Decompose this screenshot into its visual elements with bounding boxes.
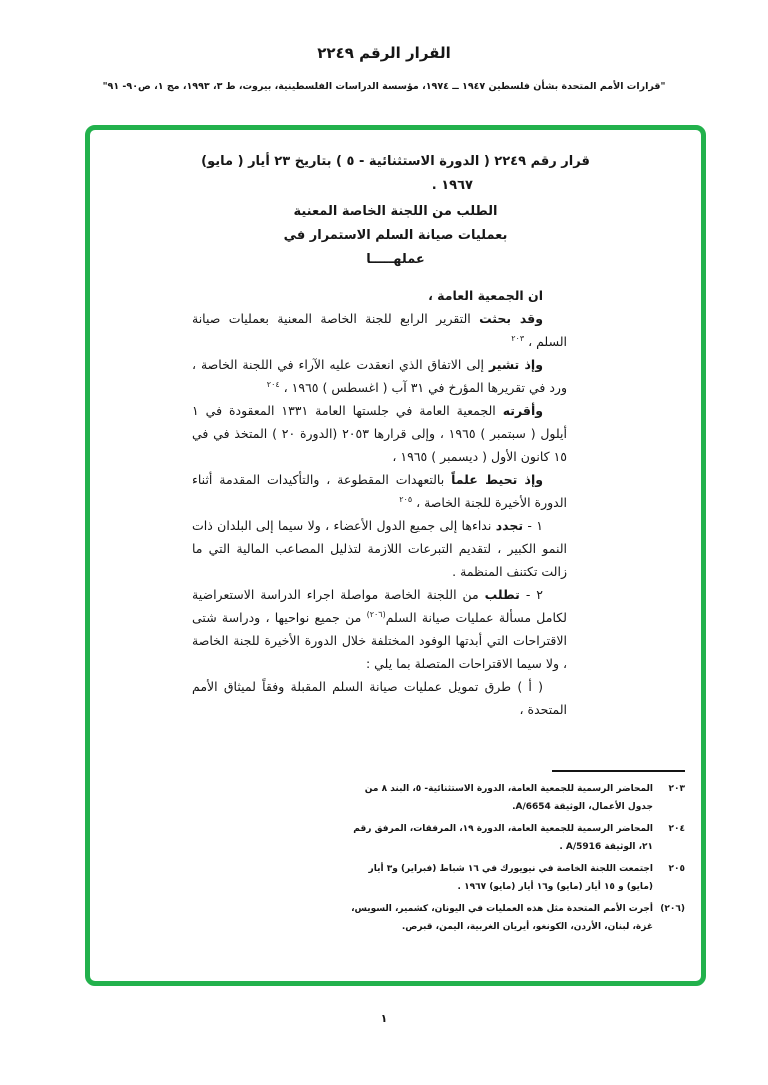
source-citation: "قرارات الأمم المتحدة بشأن فلسطين ١٩٤٧ ــ ١٩٧٤، مؤسسة الدراسات الفلسطينية، بيروت، ط ٣، ١٩٩٣، مج ١، ص٩٠- ٩١" — [102, 81, 666, 92]
paragraph-text: الجمعية العامة في جلستها العامة ١٣٣١ المعقودة في ١ أيلول ( سبتمبر ) ١٩٦٥ ، وإلى قرارها ٢٠٥٣ (الدورة ٢٠ ) المتخذ في في ١٥ كانون الأول ( ديسمبر ) ١٩٦٥ ، — [192, 403, 567, 464]
footnote-text: أجرت الأمم المتحدة مثل هذه العمليات في اليونان، كشمير، السويس، غزة، لبنان، الأردن، الكونغو، أيريان الغربية، اليمن، قبرص. — [351, 904, 653, 932]
paragraph-text: التقرير الرابع للجنة الخاصة المعنية بعمليات صيانة السلم ، — [192, 311, 567, 349]
footnote-ref-203: ٢٠٣ — [511, 334, 525, 343]
paragraph-lead: وقد بحثت — [479, 311, 543, 326]
resolution-date-line: ١٩٦٧ . — [431, 178, 473, 193]
footnote-number: ٢٠٤ — [668, 824, 685, 834]
footnote-ref-205: ٢٠٥ — [399, 495, 413, 504]
footnote-number: (٢٠٦) — [660, 904, 685, 914]
footnote-text: اجتمعت اللجنة الخاصة في نيويورك في ١٦ شباط (فبراير) و٣ أيار (مايو) و ١٥ أيار (مايو) و١٦ أيار (مايو) ١٩٦٧ . — [368, 864, 653, 892]
footnotes-section — [341, 770, 685, 940]
resolution-title-line1: الطلب من اللجنة الخاصة المعنية — [293, 204, 498, 219]
paragraph-lead: وإذ تحيط علماً — [451, 472, 543, 487]
paragraph-lead: وإذ تشير — [488, 357, 543, 372]
paragraph-preamble-2 — [192, 307, 567, 353]
paragraph-lead: وأقرته — [502, 403, 543, 418]
resolution-heading — [118, 150, 673, 272]
item-number: ٢ - — [519, 587, 543, 602]
paragraph-lead: تطلب — [484, 587, 520, 602]
paragraph-lead: تجدد — [495, 518, 524, 533]
footnote-ref-204: ٢٠٤ — [266, 380, 280, 389]
page-title: القرار الرقم ٢٢٤٩ — [317, 44, 451, 62]
resolution-heading-line1: قرار رقم ٢٢٤٩ ( الدورة الاستثنائية - ٥ ) بتاريخ ٢٣ أيار ( مايو) — [201, 154, 590, 169]
paragraph-preamble-1 — [192, 284, 567, 307]
resolution-title-line3: عملهـــــا — [366, 252, 425, 267]
paragraph-text: من اللجنة الخاصة مواصلة اجراء الدراسة الاستعراضية لكامل مسألة عمليات صيانة السلم — [192, 587, 567, 625]
item-number: ١ - — [523, 518, 543, 533]
footnote-206 — [341, 900, 685, 936]
footnote-203 — [341, 780, 685, 816]
paragraph-text: ( أ ) طرق تمويل عمليات صيانة السلم المقبلة وفقاً لميثاق الأمم المتحدة ، — [192, 679, 567, 717]
paragraph-preamble-3 — [192, 353, 567, 399]
footnote-divider — [552, 770, 685, 772]
resolution-body — [192, 284, 567, 721]
resolution-title-line2: بعمليات صيانة السلم الاستمرار في — [283, 228, 508, 243]
paragraph-operative-1 — [192, 514, 567, 583]
footnote-number: ٢٠٣ — [668, 784, 685, 794]
paragraph-text: إلى الاتفاق الذي انعقدت عليه الآراء في اللجنة الخاصة ، ورد في تقريرها المؤرخ في ٣١ آب ( اغسطس ) ١٩٦٥ ، — [192, 357, 567, 395]
paragraph-lead: ان الجمعية العامة ، — [428, 288, 543, 303]
footnote-ref-206: (٢٠٦) — [366, 610, 386, 619]
resolution-frame — [85, 125, 706, 986]
paragraph-text: نداءها إلى جميع الدول الأعضاء ، ولا سيما إلى البلدان ذات النمو الكبير ، لتقديم التبرعات اللازمة لتذليل المصاعب المالية التي ما زالت تكتنف المنظمة . — [192, 518, 567, 579]
paragraph-preamble-5 — [192, 468, 567, 514]
footnote-number: ٢٠٥ — [668, 864, 685, 874]
paragraph-preamble-4 — [192, 399, 567, 468]
paragraph-text: من جميع نواحيها ، ودراسة شتى الاقتراحات التي أبدتها الوفود المختلفة خلال الدورة الأخيرة للجنة الخاصة ، ولا سيما الاقتراحات المتصلة بما يلي : — [192, 610, 567, 671]
footnote-text: المحاضر الرسمية للجمعية العامة، الدورة ١٩، المرفقات، المرفق رقم ٢١، الوثيقة A/5916 . — [353, 824, 653, 852]
paragraph-subitem-a — [192, 675, 567, 721]
paragraph-operative-2 — [192, 583, 567, 675]
footnote-204 — [341, 820, 685, 856]
footnote-205 — [341, 860, 685, 896]
page-number: ١ — [380, 1012, 388, 1025]
paragraph-text: بالتعهدات المقطوعة ، والتأكيدات المقدمة أثناء الدورة الأخيرة للجنة الخاصة ، — [192, 472, 567, 510]
footnote-text: المحاضر الرسمية للجمعية العامة، الدورة الاستثنائية- ٥، البند ٨ من جدول الأعمال، الوثيقة A/6654. — [364, 784, 653, 812]
